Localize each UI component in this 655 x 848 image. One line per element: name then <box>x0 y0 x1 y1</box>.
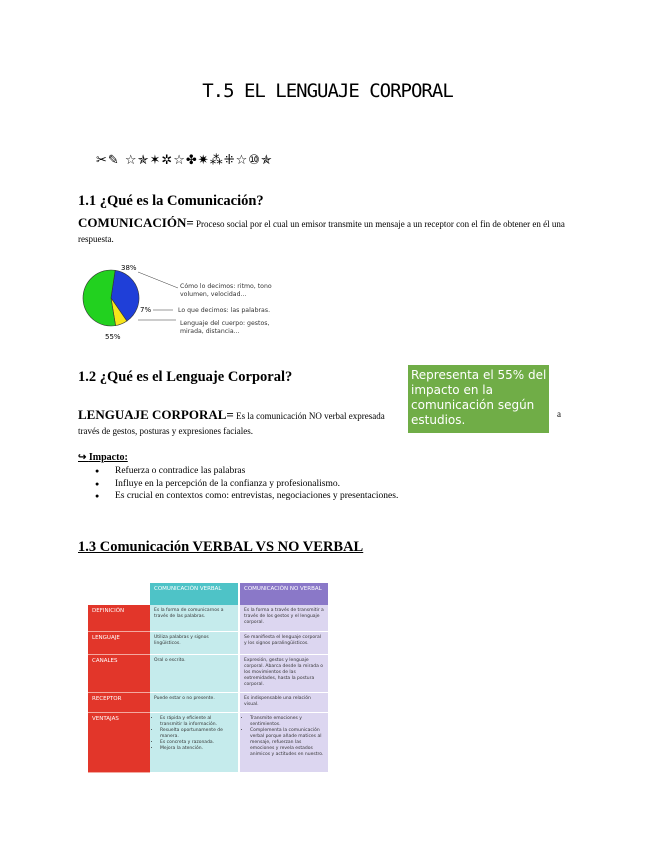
list-item: ● Refuerza o contradice las palabras <box>95 465 398 478</box>
cell-nonverbal: Es indispensable una relación visual. <box>240 693 328 713</box>
impact-heading: ↪ Impacto: <box>78 452 128 463</box>
pie-slice-55pct <box>83 270 116 326</box>
list-item: • Mejora la atención. <box>160 746 234 752</box>
table-row <box>88 632 328 655</box>
body-language-definition <box>78 407 578 439</box>
column-header-nonverbal: COMUNICACIÓN NO VERBAL <box>240 583 328 605</box>
section-heading-verbal-vs-nonverbal <box>78 539 363 556</box>
list-item: • Resuelta oportunamente de manera. <box>160 728 234 740</box>
impact-list <box>95 465 398 503</box>
body-language-definition-b: a <box>557 409 561 419</box>
cell-verbal: Puede estar o no presente. <box>150 693 238 713</box>
section-heading-body-language: 1.2 ¿Qué es el Lenguaje Corporal? <box>78 369 293 385</box>
table-row <box>88 693 328 713</box>
pie-label-38: 38% <box>121 264 137 272</box>
cell-verbal: Utiliza palabras y signos lingüísticos. <box>150 632 238 655</box>
body-language-definition-c: través de gestos, posturas y expresiones faciales. <box>78 426 253 436</box>
communication-term: COMUNICACIÓN= <box>78 215 194 230</box>
pie-label-7: 7% <box>140 306 152 314</box>
body-language-definition-a: Es la comunicación NO verbal expresada <box>233 411 385 421</box>
list-item: ● Es crucial en contextos como: entrevistas, negociaciones y presentaciones. <box>95 490 398 503</box>
decorative-symbols: ✂✎ ☆✯✶✲☆✤✷⁂⁜☆⑩✯ <box>96 153 273 168</box>
impact-callout: Representa el 55% del impacto en la comunicación según estudios. <box>408 365 549 433</box>
cell-nonverbal: Expresión, gestos y lenguaje corporal. Abarca desde la mirada o los movimientos de las extremidades, hasta la postura corporal. <box>240 655 328 693</box>
row-label: DEFINICIÓN <box>88 605 150 632</box>
cell-nonverbal: Es la forma a través de transmitir a través de los gestos y el lenguaje corporal. <box>240 605 328 632</box>
leader-line-38 <box>138 272 178 288</box>
cell-verbal: Es la forma de comunicarnos a través de las palabras. <box>150 605 238 632</box>
pie-legend-body: Lenguaje del cuerpo: gestos, mirada, distancia... <box>180 320 270 335</box>
list-item: • Es concreta y razonada. <box>160 740 234 746</box>
impact-label: Impacto: <box>88 452 128 463</box>
section3-heading-text: 1.3 Comunicación VERBAL VS NO VERBAL <box>78 539 364 555</box>
row-label: VENTAJAS <box>88 713 150 773</box>
cell-nonverbal: Se manifiesta el lenguaje corporal y los signos paralingüísticos. <box>240 632 328 655</box>
row-label: LENGUAJE <box>88 632 150 655</box>
section-heading-communication: 1.1 ¿Qué es la Comunicación? <box>78 193 264 209</box>
table-row <box>88 605 328 632</box>
communication-definition-text: Proceso social por el cual un emisor transmite un mensaje a un receptor con el fin de obtener en él una respuesta. <box>78 219 565 244</box>
pie-label-55: 55% <box>105 333 121 341</box>
communication-definition <box>78 215 580 247</box>
list-item: • Es rápida y eficiente al transmitir la información. <box>160 716 234 728</box>
cell-nonverbal <box>240 713 328 773</box>
cell-verbal: Oral o escrito. <box>150 655 238 693</box>
row-label: CANALES <box>88 655 150 693</box>
list-item: • Transmite emociones y sentimientos. <box>250 716 324 728</box>
body-language-term: LENGUAJE CORPORAL= <box>78 407 234 422</box>
list-item: • Complementa la comunicación verbal porque añade matices al mensaje, refuerzan las emociones y revela estados anímicos y actitudes en nuestro. <box>250 728 324 758</box>
row-label: RECEPTOR <box>88 693 150 713</box>
page-title: T.5 EL LENGUAJE CORPORAL <box>202 80 453 102</box>
comparison-table <box>88 583 336 773</box>
list-item: ● Influye en la percepción de la confianza y profesionalismo. <box>95 478 398 491</box>
pie-legend-tone: Cómo lo decimos: ritmo, tono volumen, velocidad... <box>180 283 272 298</box>
column-header-verbal: COMUNICACIÓN VERBAL <box>150 583 238 605</box>
table-row <box>88 713 328 773</box>
table-row <box>88 655 328 693</box>
pie-legend-words: Lo que decimos: las palabras. <box>178 307 271 314</box>
cell-verbal <box>150 713 238 773</box>
